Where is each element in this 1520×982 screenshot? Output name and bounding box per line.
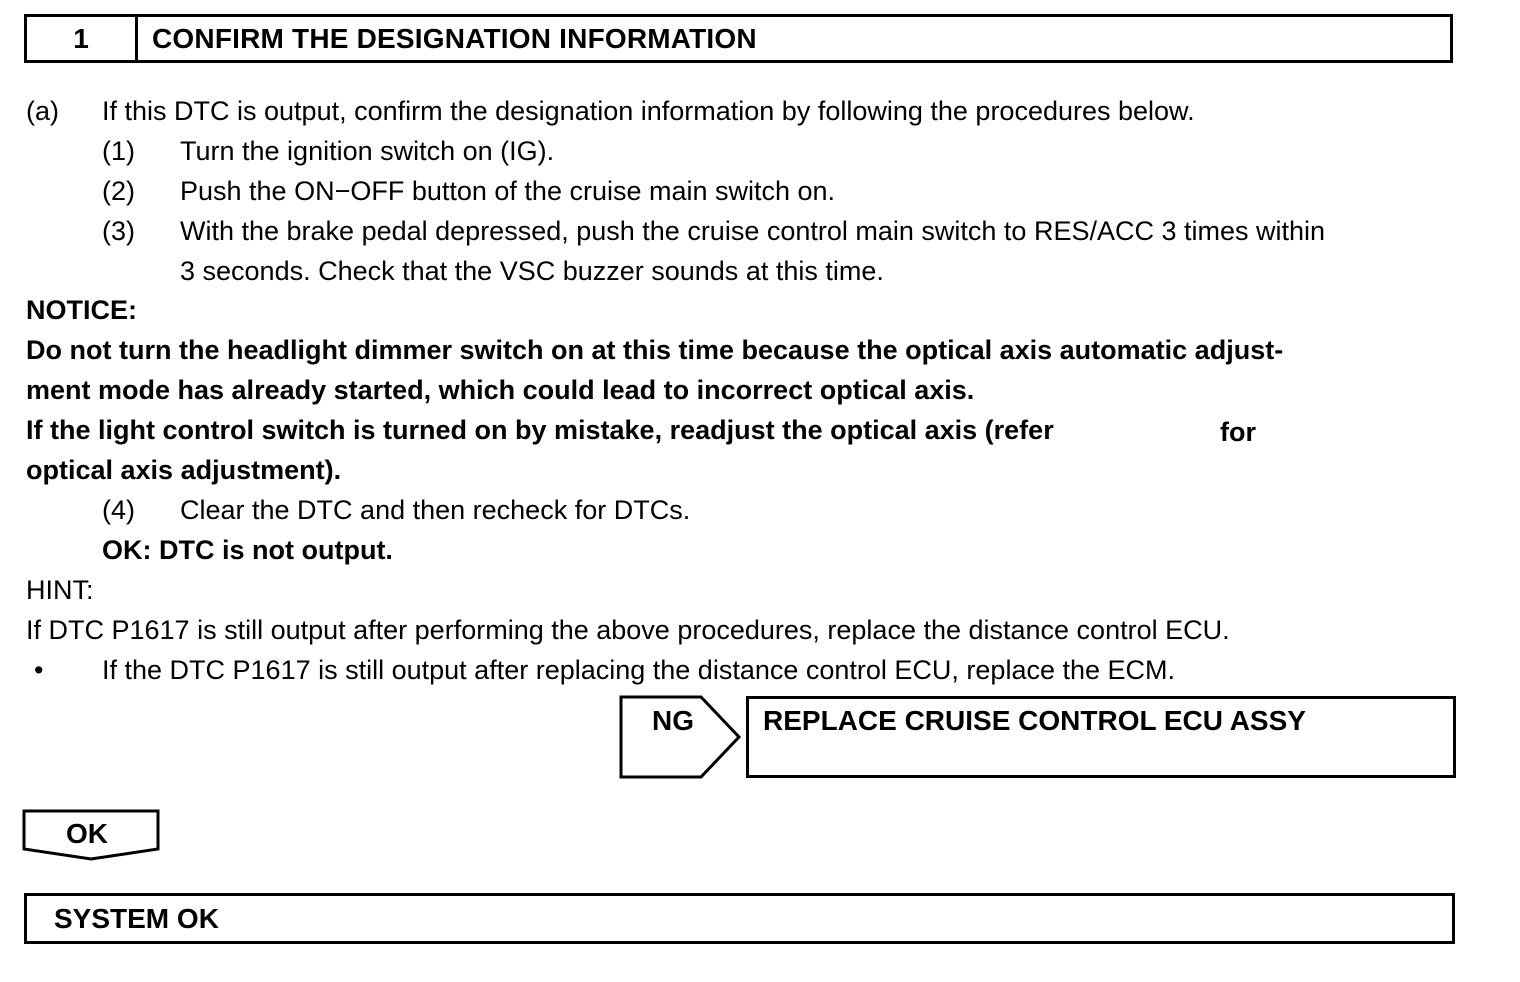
procedure-step-marker: (4) [102,495,135,525]
notice-line-suffix: for [1220,417,1256,447]
procedure-a-marker: (a) [26,96,59,126]
system-ok-box [24,893,1455,944]
step-number: 1 [27,17,138,60]
procedure-step-text: Clear the DTC and then recheck for DTCs. [180,495,691,525]
hint-text: If DTC P1617 is still output after performing the above procedures, replace the distance control ECU. [26,615,1230,645]
hint-bullet-text: If the DTC P1617 is still output after replacing the distance control ECU, replace the ECM. [102,655,1176,685]
bullet-icon: • [34,655,44,685]
notice-line: ment mode has already started, which could lead to incorrect optical axis. [26,375,975,405]
ng-result-box [746,696,1456,778]
ok-label: OK [66,818,108,849]
ng-result-title: REPLACE CRUISE CONTROL ECU ASSY [763,705,1306,736]
notice-line: optical axis adjustment). [26,455,342,485]
ok-result-text: OK: DTC is not output. [102,535,393,565]
procedure-step-text-continued: 3 seconds. Check that the VSC buzzer sounds at this time. [180,256,884,286]
hint-heading: HINT: [26,575,94,605]
step-title: CONFIRM THE DESIGNATION INFORMATION [152,23,757,54]
procedure-step-text: Turn the ignition switch on (IG). [180,136,555,166]
ng-label: NG [652,705,694,736]
notice-heading: NOTICE: [26,295,137,325]
procedure-a-text: If this DTC is output, confirm the designation information by following the procedures below. [102,96,1195,126]
procedure-step-text: With the brake pedal depressed, push the cruise control main switch to RES/ACC 3 times within [180,216,1326,246]
notice-line: If the light control switch is turned on by mistake, readjust the optical axis (refer [26,415,1054,445]
procedure-step-marker: (2) [102,176,135,206]
step-header [24,14,1453,63]
notice-line: Do not turn the headlight dimmer switch on at this time because the optical axis automatic adjust- [26,335,1284,365]
system-ok-title: SYSTEM OK [54,903,219,934]
procedure-step-marker: (3) [102,216,135,246]
procedure-step-marker: (1) [102,136,135,166]
procedure-step-text: Push the ON−OFF button of the cruise main switch on. [180,176,836,206]
